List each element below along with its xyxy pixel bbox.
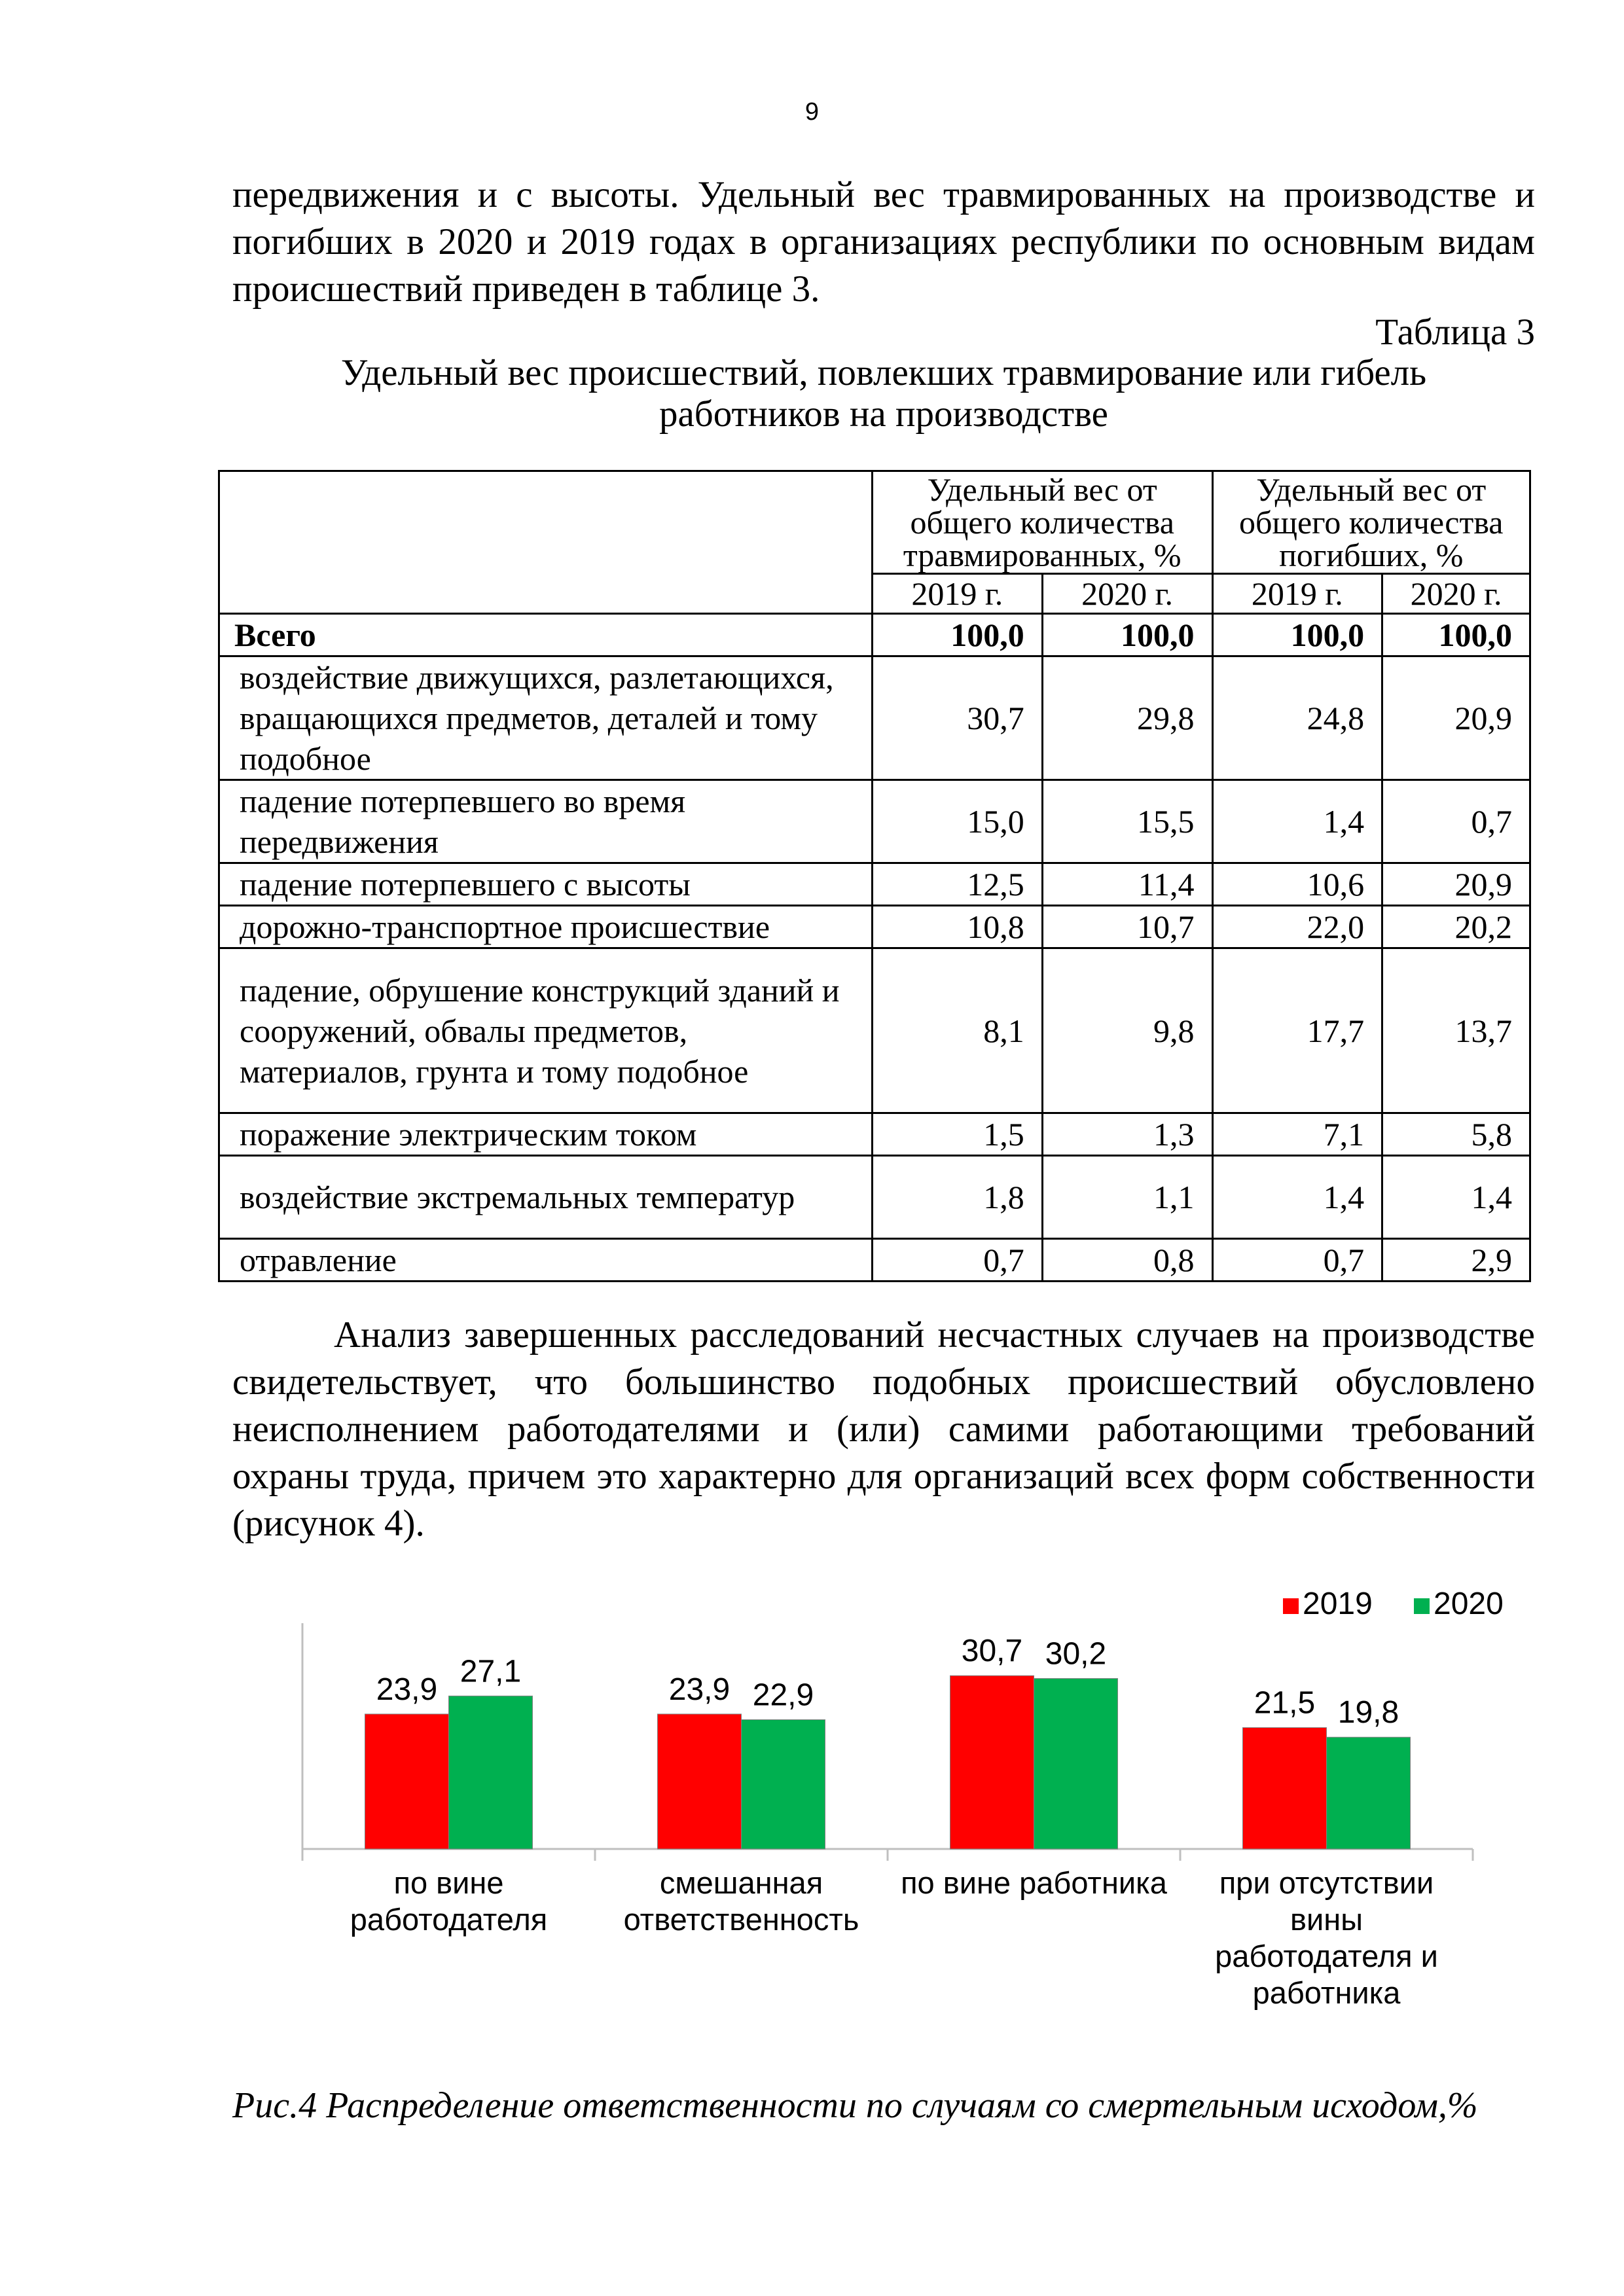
row-value: 7,1	[1212, 1113, 1382, 1156]
row-value: 0,7	[1382, 780, 1530, 863]
table-row	[219, 863, 1530, 906]
bar-2019	[950, 1676, 1034, 1849]
row-value: 10,7	[1042, 906, 1212, 948]
data-label: 19,8	[1337, 1695, 1399, 1731]
header-dead: Удельный вес от общего количества погибших, %	[1212, 471, 1530, 574]
bar-2020	[1034, 1679, 1118, 1849]
paragraph-2: Анализ завершенных расследований несчастных случаев на производстве свидетельствует, что большинство подобных происшествий обусловлено неисполнением работодателями и (или) самими работающими требований охраны труда, причем это характерно для организаций всех форм собственности (рисунок 4).	[232, 1314, 1535, 1544]
row-name: поражение электрическим током	[219, 1113, 873, 1156]
paragraph-1: передвижения и с высоты. Удельный вес травмированных на производстве и погибших в 2020 и 2019 годах в организациях республики по основным видам происшествий приведен в таблице 3.	[232, 174, 1535, 310]
row-value: 13,7	[1382, 948, 1530, 1113]
category-label: работодателя и	[1215, 1939, 1438, 1973]
category-label: работника	[1252, 1975, 1401, 2010]
row-value: 11,4	[1042, 863, 1212, 906]
row-value: 100,0	[1042, 614, 1212, 656]
row-value: 1,4	[1382, 1156, 1530, 1239]
header-injured: Удельный вес от общего количества травмированных, %	[872, 471, 1212, 574]
table-row	[219, 780, 1530, 863]
row-value: 12,5	[872, 863, 1042, 906]
row-value: 10,8	[872, 906, 1042, 948]
data-label: 30,7	[961, 1634, 1023, 1669]
row-value: 1,3	[1042, 1113, 1212, 1156]
data-label: 21,5	[1254, 1685, 1316, 1721]
data-label: 23,9	[376, 1672, 438, 1707]
caption-text: Распределение ответственности по случаям со смертельным исходом,%	[317, 2085, 1478, 2126]
figure-caption	[232, 2085, 1542, 2126]
category-label: по вине работника	[901, 1865, 1167, 1900]
bar-2020	[1327, 1737, 1411, 1849]
row-value: 1,8	[872, 1156, 1042, 1239]
table-row	[219, 656, 1530, 780]
row-value: 1,4	[1212, 780, 1382, 863]
row-value: 22,0	[1212, 906, 1382, 948]
row-name: дорожно-транспортное происшествие	[219, 906, 873, 948]
table-corner-cell	[219, 471, 873, 614]
row-name: падение, обрушение конструкций зданий и сооружений, обвалы предметов, материалов, грунта и тому подобное	[219, 948, 873, 1113]
row-value: 0,7	[1212, 1239, 1382, 1282]
page-number: 9	[804, 98, 820, 126]
table-row	[219, 1239, 1530, 1282]
category-label: вины	[1290, 1902, 1363, 1937]
row-name: отравление	[219, 1239, 873, 1282]
row-value: 20,9	[1382, 656, 1530, 780]
row-value: 8,1	[872, 948, 1042, 1113]
category-label: по вине	[393, 1865, 504, 1900]
row-value: 20,2	[1382, 906, 1530, 948]
row-value: 29,8	[1042, 656, 1212, 780]
legend-label: 2019	[1303, 1587, 1373, 1621]
header-year: 2020 г.	[1042, 574, 1212, 614]
row-value: 0,7	[872, 1239, 1042, 1282]
table-row	[219, 1113, 1530, 1156]
row-value: 9,8	[1042, 948, 1212, 1113]
category-label: ответственность	[623, 1902, 859, 1937]
table-row	[219, 1156, 1530, 1239]
row-value: 2,9	[1382, 1239, 1530, 1282]
header-year: 2019 г.	[872, 574, 1042, 614]
data-label: 27,1	[460, 1654, 522, 1689]
caption-prefix: Рис.4	[232, 2085, 317, 2126]
row-value: 10,6	[1212, 863, 1382, 906]
table-row-total	[219, 614, 1530, 656]
category-label: при отсутствии	[1219, 1865, 1434, 1900]
legend-swatch-2019	[1283, 1598, 1299, 1614]
table-title-line-2: работников на производстве	[659, 393, 1108, 435]
row-name: Всего	[219, 614, 873, 656]
data-label: 23,9	[668, 1672, 731, 1707]
incident-table	[218, 470, 1531, 1282]
bar-2020	[742, 1719, 825, 1849]
header-year: 2019 г.	[1212, 574, 1382, 614]
header-year: 2020 г.	[1382, 574, 1530, 614]
table-row	[219, 948, 1530, 1113]
row-value: 15,0	[872, 780, 1042, 863]
table-row	[219, 906, 1530, 948]
row-value: 1,1	[1042, 1156, 1212, 1239]
bar-2019	[1243, 1728, 1327, 1849]
row-value: 100,0	[872, 614, 1042, 656]
bar-2020	[449, 1696, 533, 1849]
category-label: работодателя	[350, 1902, 548, 1937]
row-value: 20,9	[1382, 863, 1530, 906]
bar-2019	[658, 1714, 742, 1849]
row-value: 15,5	[1042, 780, 1212, 863]
row-value: 5,8	[1382, 1113, 1530, 1156]
row-value: 1,4	[1212, 1156, 1382, 1239]
responsibility-bar-chart	[0, 1584, 1624, 2055]
row-value: 24,8	[1212, 656, 1382, 780]
legend-swatch-2020	[1414, 1598, 1430, 1614]
row-value: 100,0	[1212, 614, 1382, 656]
table-label: Таблица 3	[1375, 312, 1535, 353]
row-name: воздействие экстремальных температур	[219, 1156, 873, 1239]
row-value: 100,0	[1382, 614, 1530, 656]
legend-label: 2020	[1434, 1587, 1504, 1621]
data-label: 22,9	[752, 1677, 814, 1713]
row-name: падение потерпевшего во время передвижения	[219, 780, 873, 863]
row-value: 30,7	[872, 656, 1042, 780]
row-value: 0,8	[1042, 1239, 1212, 1282]
row-name: воздействие движущихся, разлетающихся, вращающихся предметов, деталей и тому подобное	[219, 656, 873, 780]
row-value: 17,7	[1212, 948, 1382, 1113]
category-label: смешанная	[659, 1865, 823, 1900]
bar-2019	[365, 1714, 449, 1849]
table-title-line-1: Удельный вес происшествий, повлекших травмирование или гибель	[340, 352, 1427, 393]
data-label: 30,2	[1045, 1636, 1107, 1672]
row-name: падение потерпевшего с высоты	[219, 863, 873, 906]
table-title	[232, 352, 1535, 435]
row-value: 1,5	[872, 1113, 1042, 1156]
